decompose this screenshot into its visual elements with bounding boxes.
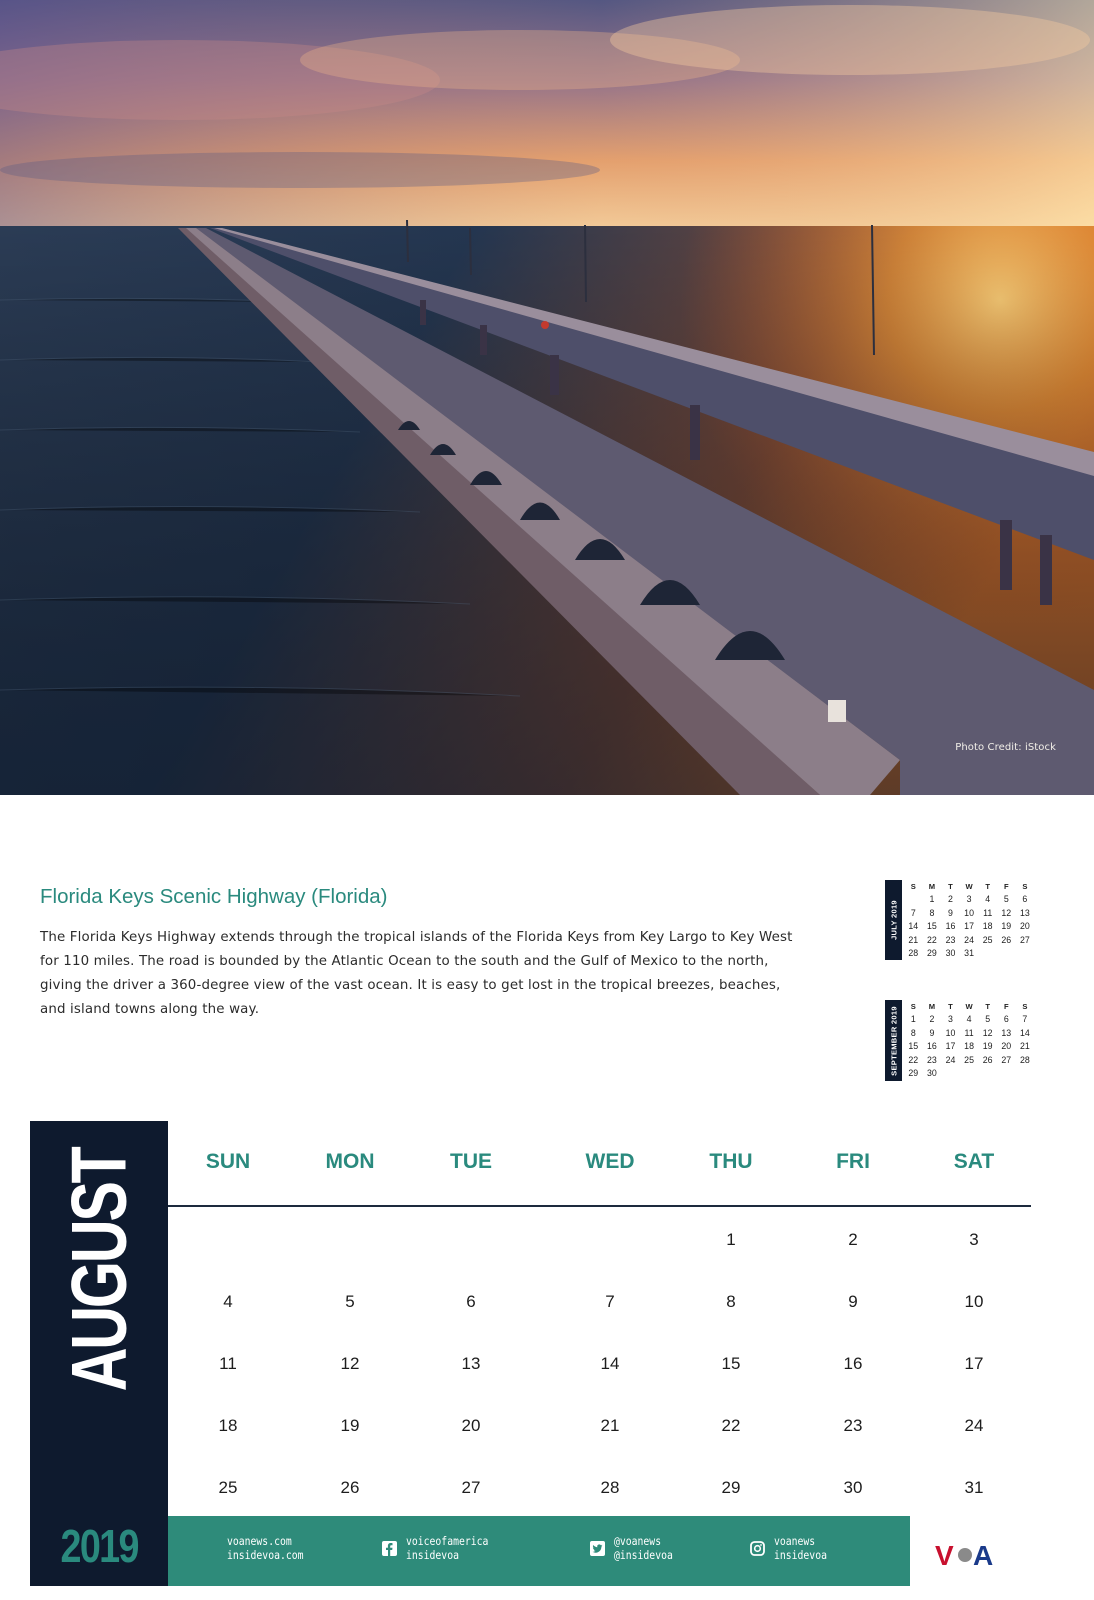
mini-day: [997, 947, 1016, 960]
mini-day: 11: [964, 1027, 974, 1038]
mini-day: 19: [982, 1041, 993, 1052]
mini-calendar-label: SEPTEMBER 2019: [885, 1000, 902, 1081]
mini-weekday: W: [965, 882, 973, 891]
website-link[interactable]: insidevoa.com: [227, 1548, 304, 1562]
footer-instagram[interactable]: [750, 1534, 836, 1562]
calendar-day: 12: [340, 1354, 360, 1373]
calendar-day: 10: [964, 1292, 984, 1311]
mini-day: 27: [1001, 1054, 1012, 1065]
calendar-day: 17: [964, 1354, 984, 1373]
mini-day: 18: [982, 921, 993, 932]
mini-weekday: W: [965, 1002, 973, 1011]
calendar-day: 9: [848, 1292, 858, 1311]
calendar-day: 30: [843, 1478, 863, 1497]
mini-day: 3: [966, 894, 972, 905]
calendar-day: 22: [721, 1416, 741, 1435]
mini-day: [978, 947, 997, 960]
mini-day: 22: [926, 934, 937, 945]
mini-day: 17: [945, 1041, 956, 1052]
mini-day: 15: [908, 1041, 919, 1052]
svg-text:A: A: [973, 1540, 993, 1570]
facebook-handle[interactable]: voiceofamerica: [406, 1534, 489, 1548]
mini-weekday: T: [985, 882, 990, 891]
weekday-sun: SUN: [205, 1150, 251, 1173]
mini-day: 5: [985, 1014, 991, 1025]
mini-day: 7: [910, 907, 916, 918]
calendar-day: 18: [218, 1416, 238, 1435]
mini-day: 20: [1019, 921, 1030, 932]
weekday-wed: WED: [585, 1150, 635, 1173]
mini-day: 12: [982, 1027, 993, 1038]
mini-day: 16: [945, 921, 956, 932]
weekday-mon: MON: [325, 1150, 375, 1173]
mini-day: 23: [945, 934, 956, 945]
mini-day: 4: [985, 894, 991, 905]
mini-day: 24: [964, 934, 974, 945]
twitter-handle[interactable]: @voanews: [614, 1534, 662, 1548]
calendar-day: 16: [843, 1354, 863, 1373]
mini-day: 6: [1003, 1014, 1009, 1025]
facebook-handle[interactable]: insidevoa: [406, 1548, 459, 1562]
mini-day: 22: [908, 1054, 919, 1065]
mini-day: 1: [929, 894, 935, 905]
caption-body: The Florida Keys Highway extends through the tropical islands of the Florida Keys from Key Largo to Key West for 110 miles. The road is bounded by the Atlantic Ocean to the south and the Gulf of Mexico to the north, giving the driver a 360-degree view of the vast ocean. It is easy to get lost in the tropical breezes, beaches, and island towns along the way.: [40, 930, 793, 1017]
calendar-day: 1: [726, 1230, 736, 1249]
calendar-day: 11: [219, 1354, 237, 1373]
hero-photo: [0, 0, 1094, 795]
instagram-handle[interactable]: voanews: [774, 1534, 816, 1548]
calendar-day: 15: [721, 1354, 741, 1373]
mini-day: 2: [948, 894, 953, 905]
mini-day: 29: [908, 1067, 919, 1078]
mini-day: 28: [1019, 1054, 1030, 1065]
svg-text:V: V: [935, 1540, 953, 1570]
mini-weekday: S: [910, 882, 916, 891]
bridge-sunset-image: [0, 0, 1094, 795]
calendar-day: 8: [726, 1292, 736, 1311]
calendar-day: 6: [466, 1292, 476, 1311]
mini-day: 10: [964, 907, 974, 918]
weekday-tue: TUE: [450, 1150, 492, 1173]
calendar-day: 4: [223, 1292, 233, 1311]
mini-day: 26: [1001, 934, 1012, 945]
mini-day: 9: [929, 1027, 935, 1038]
footer-facebook[interactable]: [382, 1534, 503, 1562]
mini-calendar-grid: [904, 880, 1034, 960]
mini-day: 1: [910, 1014, 916, 1025]
instagram-icon: [750, 1541, 765, 1556]
mini-day: 26: [982, 1054, 993, 1065]
weekday-thu: THU: [709, 1150, 753, 1173]
mini-day: 5: [1003, 894, 1009, 905]
weekday-fri: FRI: [836, 1150, 870, 1173]
mini-day: 21: [1019, 1041, 1030, 1052]
calendar-day: 2: [848, 1230, 858, 1249]
mini-calendar-september: [885, 1000, 1035, 1081]
mini-weekday: M: [928, 1002, 936, 1011]
mini-day: [1016, 1067, 1035, 1080]
instagram-handle[interactable]: insidevoa: [774, 1548, 827, 1562]
calendar-day: 7: [605, 1292, 615, 1311]
mini-weekday: M: [928, 882, 936, 891]
calendar-day: 31: [964, 1478, 984, 1497]
calendar-day: 24: [964, 1416, 984, 1435]
mini-day: 21: [908, 934, 919, 945]
mini-day: 4: [966, 1014, 972, 1025]
caption-title: Florida Keys Scenic Highway (Florida): [40, 885, 388, 908]
mini-weekday: T: [985, 1002, 990, 1011]
mini-day: [1016, 947, 1035, 960]
twitter-icon: [590, 1541, 605, 1556]
mini-day: 10: [945, 1027, 956, 1038]
calendar-day: 27: [461, 1478, 481, 1497]
mini-day: 25: [964, 1054, 974, 1065]
mini-day: 3: [948, 1014, 953, 1025]
mini-day: 31: [964, 947, 974, 958]
mini-day: [997, 1067, 1016, 1080]
mini-day: 12: [1001, 907, 1012, 918]
calendar-day: 21: [600, 1416, 620, 1435]
calendar-day: 20: [461, 1416, 481, 1435]
mini-day: [978, 1067, 997, 1080]
mini-day: 13: [1019, 907, 1030, 918]
mini-day: 24: [945, 1054, 956, 1065]
mini-day: 18: [964, 1041, 974, 1052]
mini-day: 25: [982, 934, 993, 945]
mini-day: 30: [926, 1067, 937, 1078]
mini-day: 7: [1022, 1014, 1028, 1025]
calendar-day: 5: [345, 1292, 355, 1311]
mini-calendar-grid: [904, 1000, 1034, 1080]
mini-day: 6: [1022, 894, 1028, 905]
mini-weekday: F: [1003, 882, 1009, 891]
calendar-day: 3: [969, 1230, 979, 1249]
mini-day: 11: [983, 907, 993, 918]
mini-day: [960, 1067, 979, 1080]
mini-weekday: S: [910, 1002, 916, 1011]
calendar-day: 14: [600, 1354, 620, 1373]
website-link[interactable]: voanews.com: [227, 1534, 292, 1548]
mini-day: 20: [1001, 1041, 1012, 1052]
mini-day: 19: [1001, 921, 1012, 932]
mini-calendar-label: JULY 2019: [885, 880, 902, 960]
mini-weekday: T: [948, 882, 953, 891]
calendar-day: 13: [461, 1354, 481, 1373]
footer-twitter[interactable]: [590, 1534, 683, 1562]
mini-day: 9: [948, 907, 953, 918]
mini-day: 23: [926, 1054, 937, 1065]
mini-weekday: T: [948, 1002, 953, 1011]
mini-day: 8: [929, 907, 935, 918]
mini-day: 28: [908, 947, 919, 958]
calendar-day: 25: [218, 1478, 238, 1497]
calendar-day: 19: [340, 1416, 360, 1435]
header-divider: [168, 1205, 1031, 1207]
mini-day: 8: [910, 1027, 916, 1038]
mini-day: 29: [926, 947, 937, 958]
footer-websites[interactable]: [227, 1534, 317, 1562]
mini-weekday: F: [1003, 1002, 1009, 1011]
mini-day: 2: [929, 1014, 935, 1025]
year-label: 2019: [60, 1520, 138, 1572]
mini-day: 17: [964, 921, 974, 932]
mini-weekday: S: [1022, 882, 1028, 891]
photo-credit: Photo Credit: iStock: [955, 742, 1056, 753]
month-name: AUGUST: [54, 1148, 143, 1392]
mini-weekday: S: [1022, 1002, 1028, 1011]
mini-calendar-july: [885, 880, 1035, 960]
mini-day: [904, 893, 923, 906]
mini-day: 13: [1001, 1027, 1012, 1038]
weekday-sat: SAT: [953, 1150, 995, 1173]
calendar-day: 26: [340, 1478, 360, 1497]
mini-day: 14: [908, 921, 919, 932]
twitter-handle[interactable]: @insidevoa: [614, 1548, 673, 1562]
mini-day: 14: [1019, 1027, 1030, 1038]
calendar-day: 23: [843, 1416, 863, 1435]
facebook-icon: [382, 1541, 397, 1556]
mini-day: 27: [1019, 934, 1030, 945]
voa-logo: [935, 1540, 999, 1574]
mini-day: 30: [945, 947, 956, 958]
calendar-day: 28: [600, 1478, 620, 1497]
calendar-day: 29: [721, 1478, 741, 1497]
mini-day: 16: [926, 1041, 937, 1052]
mini-day: 15: [926, 921, 937, 932]
mini-day: [941, 1067, 960, 1080]
